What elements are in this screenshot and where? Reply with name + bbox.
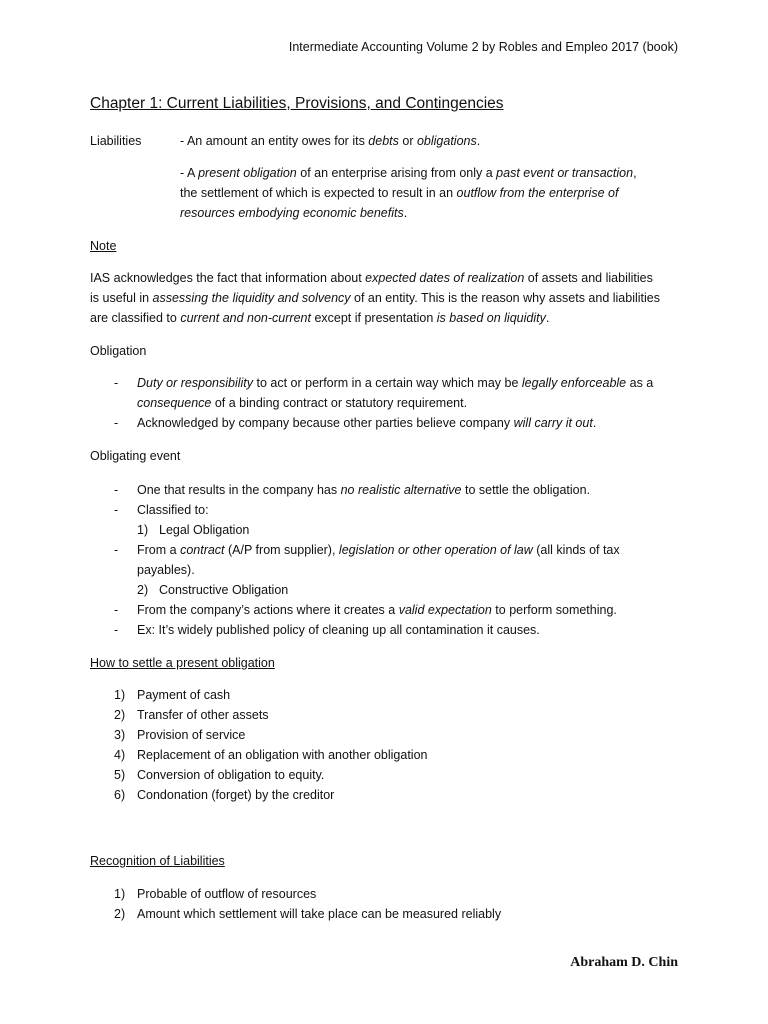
bullet-dash: - — [114, 543, 119, 557]
obligating-event-heading: Obligating event — [90, 449, 181, 463]
list-item-number: 1) — [114, 887, 126, 901]
obligating-event-bullet-3-line-1: From a contract (A/P from supplier), legislation or other operation of law (all kinds of tax — [137, 543, 620, 557]
list-item-number: 3) — [114, 728, 126, 742]
bullet-dash: - — [114, 623, 119, 637]
list-item-number: 2) — [114, 907, 126, 921]
liabilities-definition-2-line-3: resources embodying economic benefits. — [180, 206, 408, 220]
recognition-heading: Recognition of Liabilities — [90, 854, 225, 868]
obligation-bullet-1-line-1: Duty or responsibility to act or perform in a certain way which may be legally enforceable as a — [137, 376, 654, 390]
obligating-event-bullet-3-line-2: payables). — [137, 563, 195, 577]
obligating-event-bullet-4: From the company’s actions where it creates a valid expectation to perform something. — [137, 603, 617, 617]
note-line-2: is useful in assessing the liquidity and solvency of an entity. This is the reason why assets and liabilities — [90, 291, 660, 305]
obligation-heading: Obligation — [90, 344, 147, 358]
liabilities-definition-1: - An amount an entity owes for its debts or obligations. — [180, 134, 481, 148]
bullet-dash: - — [114, 503, 119, 517]
running-header: Intermediate Accounting Volume 2 by Robles and Empleo 2017 (book) — [288, 40, 678, 54]
list-item: Provision of service — [137, 728, 246, 742]
note-line-3: are classified to current and non-current except if presentation is based on liquidity. — [90, 311, 550, 325]
bullet-dash: - — [114, 483, 119, 497]
legal-obligation-label: Legal Obligation — [159, 523, 250, 537]
list-item-number: 5) — [114, 768, 126, 782]
bullet-dash: - — [114, 603, 119, 617]
obligating-event-bullet-2: Classified to: — [137, 503, 209, 517]
author-signature: Abraham D. Chin — [570, 955, 678, 970]
liabilities-definition-2-line-1: - A present obligation of an enterprise arising from only a past event or transaction, — [180, 166, 637, 180]
list-item-number: 6) — [114, 788, 126, 802]
list-item: Conversion of obligation to equity. — [137, 768, 325, 782]
list-item: Condonation (forget) by the creditor — [137, 788, 335, 802]
settle-heading: How to settle a present obligation — [90, 656, 275, 670]
note-heading: Note — [90, 239, 117, 253]
sub-number-1: 1) — [137, 523, 149, 537]
sub-number-2: 2) — [137, 583, 149, 597]
chapter-title: Chapter 1: Current Liabilities, Provisions, and Contingencies — [90, 95, 504, 112]
list-item: Transfer of other assets — [137, 708, 269, 722]
liabilities-definition-2-line-2: the settlement of which is expected to result in an outflow from the enterprise of — [180, 186, 619, 200]
liabilities-label: Liabilities — [90, 134, 142, 148]
list-item-number: 4) — [114, 748, 126, 762]
list-item: Amount which settlement will take place can be measured reliably — [137, 907, 502, 921]
note-line-1: IAS acknowledges the fact that information about expected dates of realization of assets and liabilities — [90, 271, 653, 285]
obligation-bullet-2: Acknowledged by company because other parties believe company will carry it out. — [137, 416, 597, 430]
list-item: Probable of outflow of resources — [137, 887, 317, 901]
obligation-bullet-1-line-2: consequence of a binding contract or statutory requirement. — [137, 396, 468, 410]
constructive-obligation-label: Constructive Obligation — [159, 583, 289, 597]
obligating-event-bullet-5: Ex: It’s widely published policy of cleaning up all contamination it causes. — [137, 623, 540, 637]
obligating-event-bullet-1: One that results in the company has no realistic alternative to settle the obligation. — [137, 483, 591, 497]
list-item-number: 2) — [114, 708, 126, 722]
list-item-number: 1) — [114, 688, 126, 702]
bullet-dash: - — [114, 376, 119, 390]
list-item: Replacement of an obligation with another obligation — [137, 748, 428, 762]
bullet-dash: - — [114, 416, 119, 430]
list-item: Payment of cash — [137, 688, 231, 702]
